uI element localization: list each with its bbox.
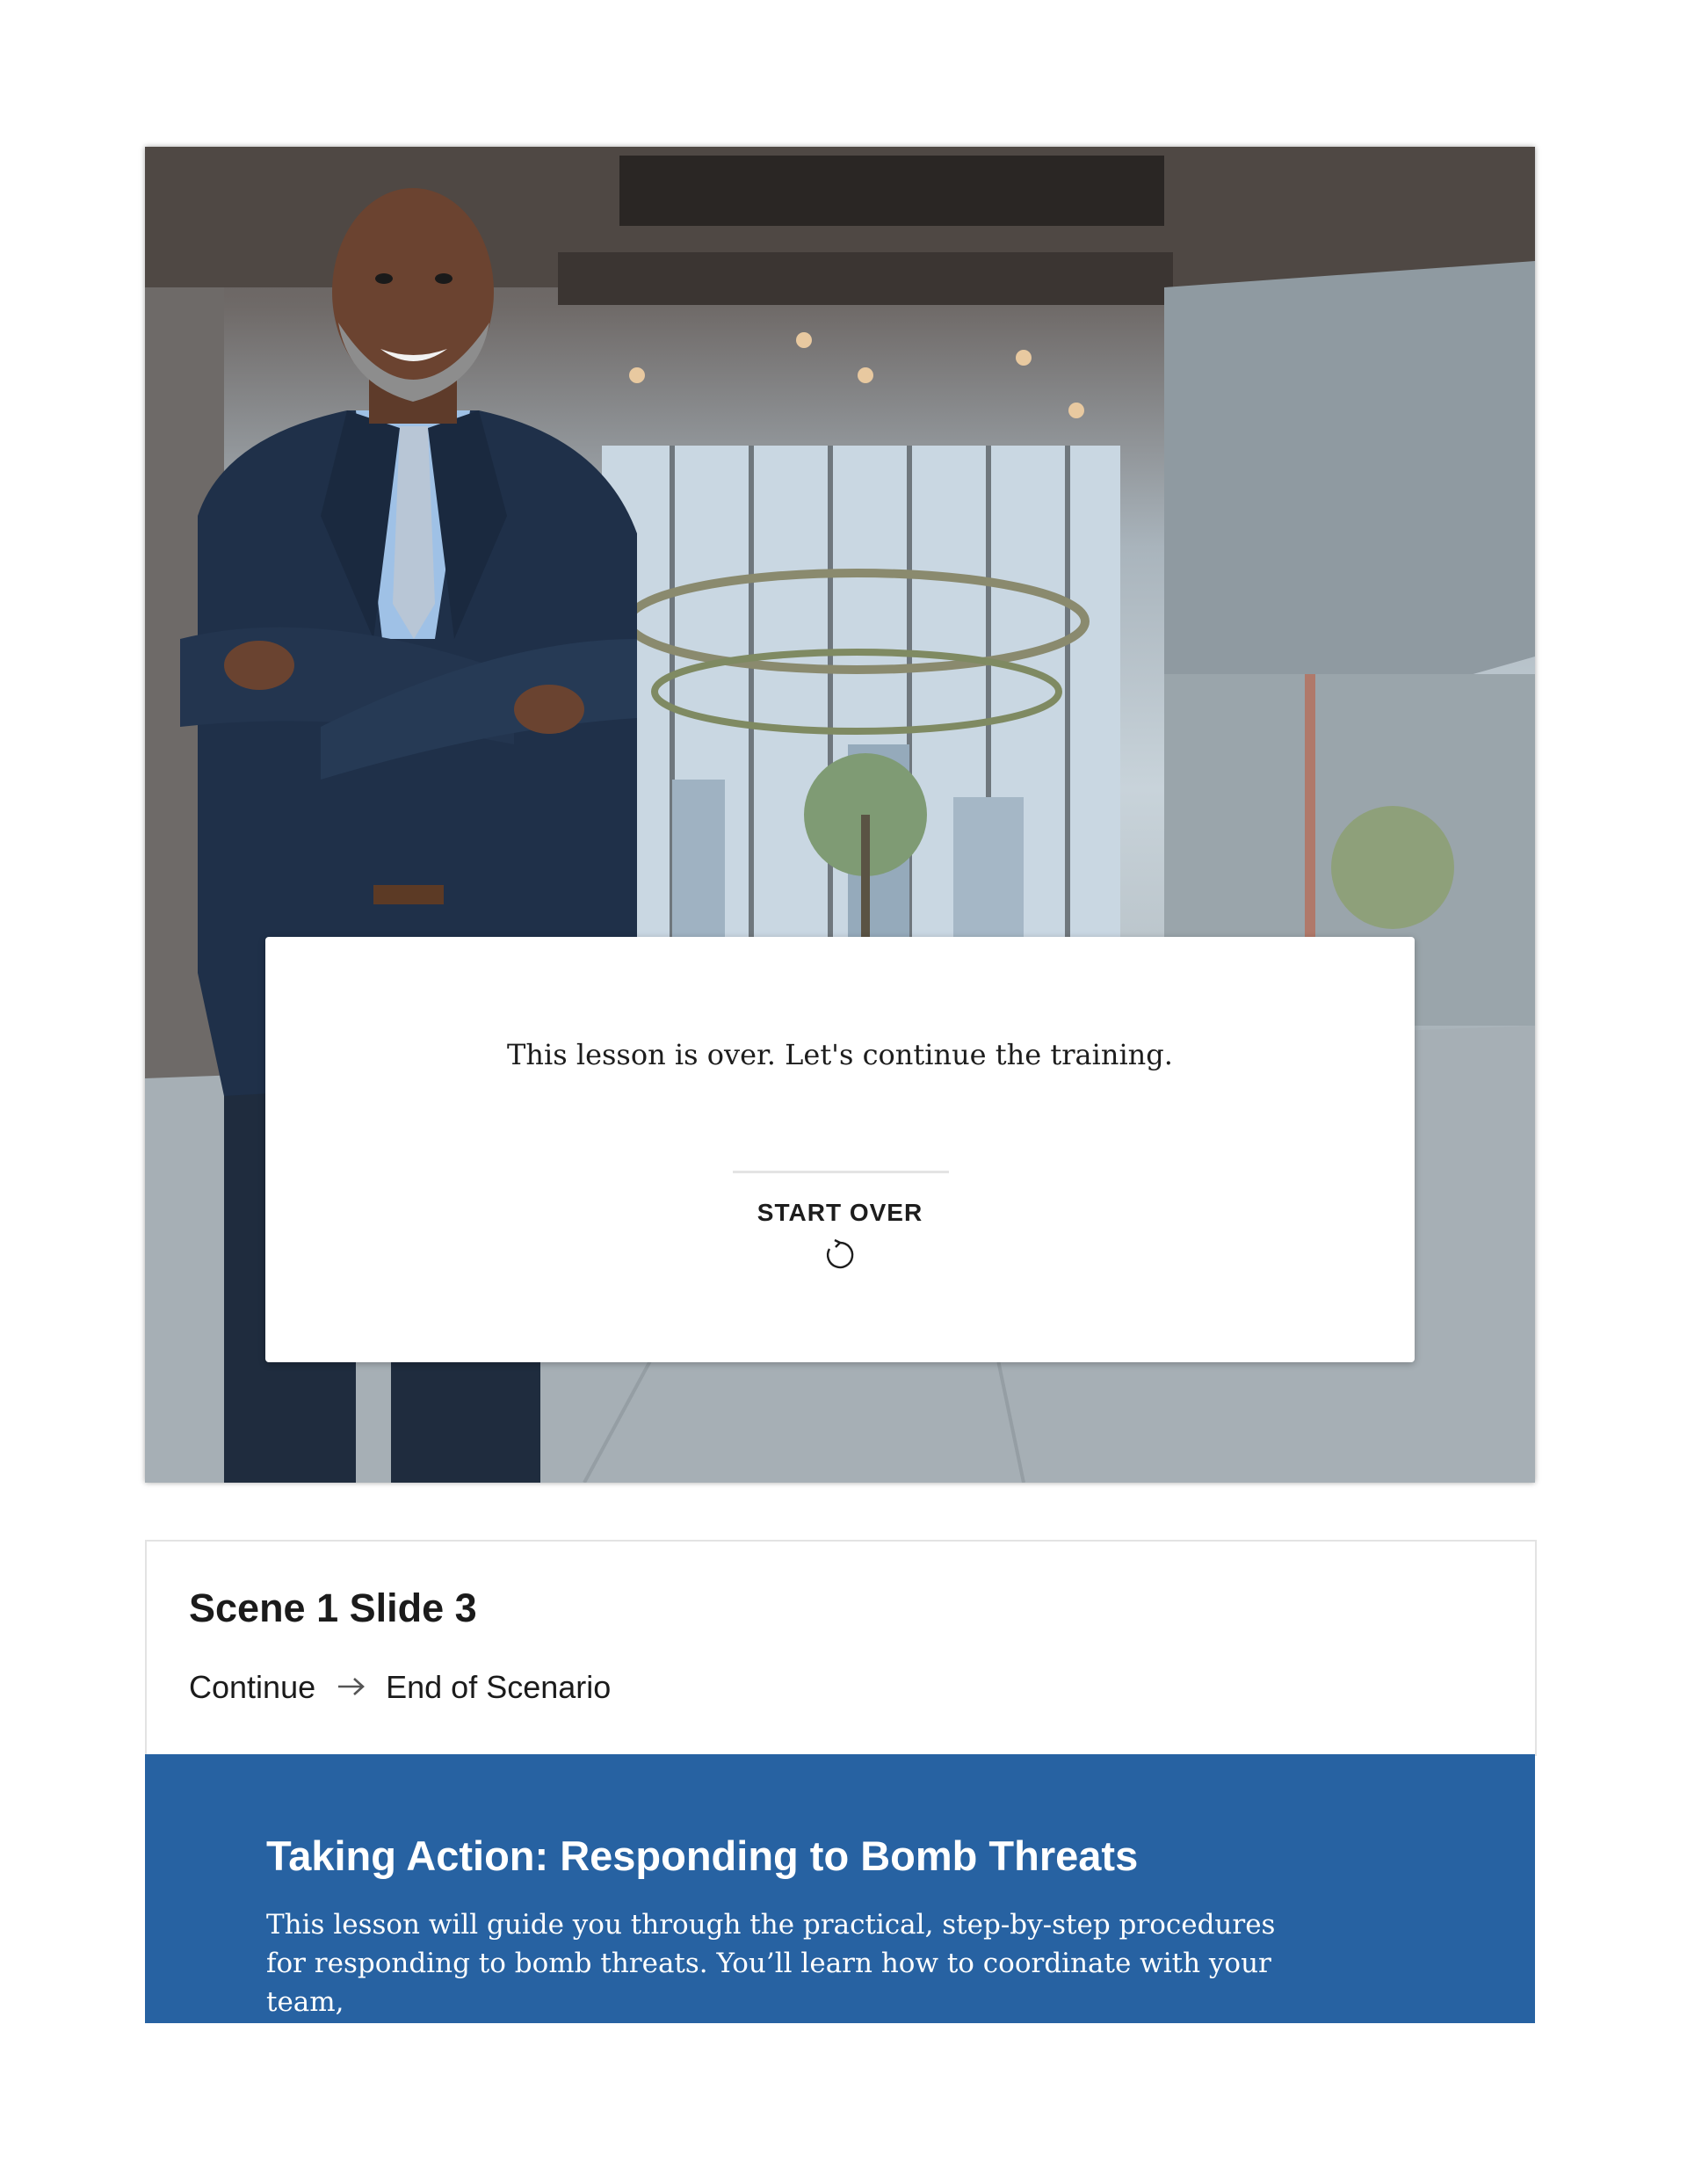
scene-path-from: Continue — [189, 1669, 316, 1705]
arrow-right-icon — [337, 1669, 366, 1706]
start-over-button[interactable] — [752, 1192, 928, 1280]
scene-title: Scene 1 Slide 3 — [189, 1585, 477, 1630]
next-lesson-banner[interactable] — [145, 1754, 1535, 2023]
card-divider — [733, 1171, 949, 1173]
start-over-label: START OVER — [757, 1199, 923, 1226]
next-lesson-description: This lesson will guide you through the practical, step-by-step procedures for responding to bomb threats. You’ll learn how to coordinate with your team, — [266, 1909, 1276, 2018]
scene-path — [189, 1669, 611, 1706]
lesson-complete-card — [265, 937, 1415, 1362]
lesson-complete-message: This lesson is over. Let's continue the training. — [507, 1038, 1173, 1071]
restart-icon — [822, 1237, 858, 1273]
next-lesson-title: Taking Action: Responding to Bomb Threats — [266, 1832, 1139, 1879]
scenario-image — [145, 147, 1535, 1483]
scene-info-panel — [145, 1540, 1537, 1756]
scene-path-to: End of Scenario — [386, 1669, 612, 1705]
